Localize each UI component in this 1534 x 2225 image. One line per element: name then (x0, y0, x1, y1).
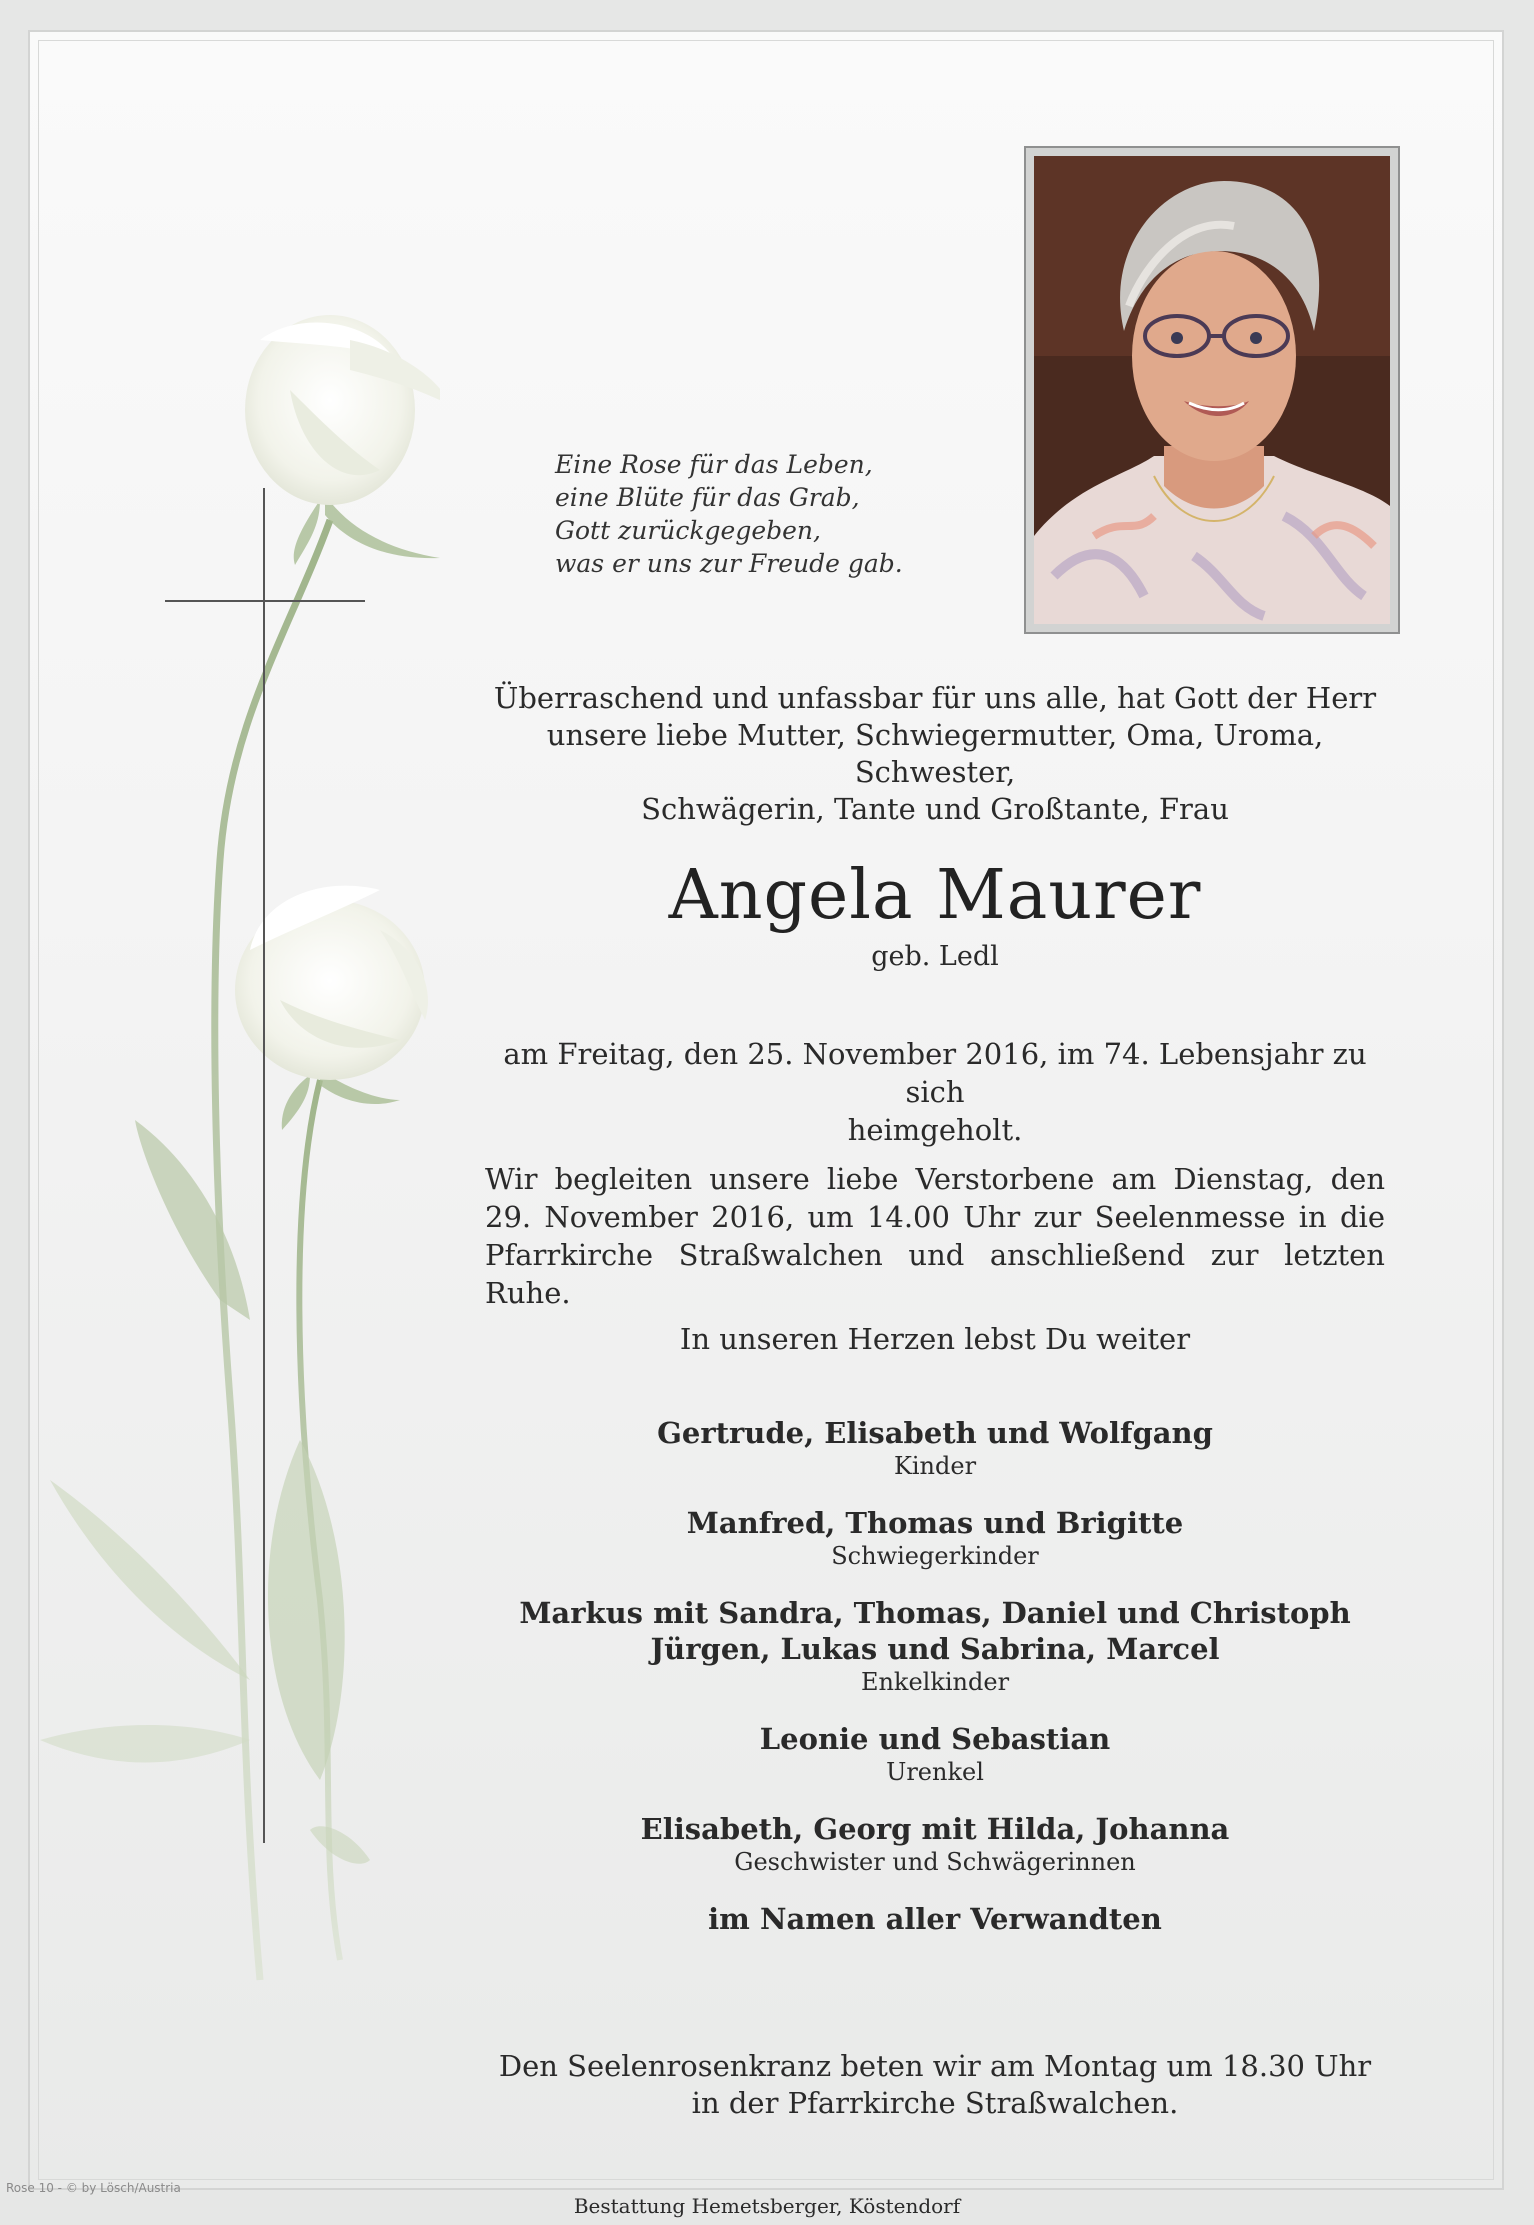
intro-line: unsere liebe Mutter, Schwiegermutter, Oma, Uroma, Schwester, (546, 718, 1324, 789)
mourner-names: Jürgen, Lukas und Sabrina, Marcel (650, 1632, 1220, 1666)
mourners-list (470, 1415, 1400, 1937)
mourner-relation: Enkelkinder (860, 1668, 1010, 1696)
poem-line: Eine Rose für das Leben, (555, 450, 873, 479)
funeral-line: Wir begleiten unsere liebe Verstorbene am Dienstag, den (485, 1162, 1385, 1196)
death-notice-line: heimgeholt. (847, 1113, 1023, 1147)
funeral-home: Bestattung Hemetsberger, Köstendorf (573, 2194, 961, 2218)
mourner-group (470, 1811, 1400, 1877)
cross-vertical (263, 488, 265, 1843)
maiden-name: geb. Ledl (871, 941, 999, 972)
mourner-names: Manfred, Thomas und Brigitte (686, 1506, 1184, 1540)
white-rose-illustration (20, 300, 440, 2000)
mourner-group (470, 1505, 1400, 1571)
death-notice (470, 1035, 1400, 1149)
poem-line: was er uns zur Freude gab. (555, 549, 903, 578)
farewell-text: In unseren Herzen lebst Du weiter (679, 1322, 1191, 1356)
mourner-relation: Schwiegerkinder (831, 1542, 1039, 1570)
intro-line: Überraschend und unfassbar für uns alle, hat Gott der Herr (493, 681, 1377, 715)
image-credit: Rose 10 - © by Lösch/Austria (6, 2181, 181, 2195)
cross-horizontal (165, 600, 365, 602)
death-notice-line: am Freitag, den 25. November 2016, im 74. Lebensjahr zu sich (503, 1037, 1367, 1109)
mourner-relation: Kinder (893, 1452, 977, 1480)
mourner-group (470, 1595, 1400, 1697)
funeral-line: Pfarrkirche Straßwalchen und anschließend zur letzten Ruhe. (485, 1238, 1385, 1310)
intro-text (470, 680, 1400, 828)
mourner-names: Markus mit Sandra, Thomas, Daniel und Christoph (519, 1596, 1351, 1630)
mourner-names: Elisabeth, Georg mit Hilda, Johanna (640, 1812, 1230, 1846)
poem-line: Gott zurückgegeben, (555, 516, 821, 545)
rosary-notice (470, 2048, 1400, 2122)
mourner-names: Gertrude, Elisabeth und Wolfgang (657, 1416, 1213, 1450)
mourner-names: Leonie und Sebastian (759, 1722, 1111, 1756)
portrait-photo (1034, 156, 1390, 624)
intro-line: Schwägerin, Tante und Großtante, Frau (641, 792, 1229, 826)
deceased-name: Angela Maurer (668, 856, 1202, 935)
mourner-relation: Geschwister und Schwägerinnen (734, 1848, 1136, 1876)
funeral-line: 29. November 2016, um 14.00 Uhr zur Seelenmesse in die (485, 1200, 1385, 1234)
funeral-notice (485, 1160, 1385, 1312)
mourner-group (470, 1415, 1400, 1481)
mourner-group (470, 1721, 1400, 1787)
mourner-relation: Urenkel (886, 1758, 984, 1786)
rosary-line: in der Pfarrkirche Straßwalchen. (691, 2086, 1179, 2120)
rosary-line: Den Seelenrosenkranz beten wir am Montag um 18.30 Uhr (498, 2049, 1372, 2083)
poem (555, 448, 935, 580)
closing-line: im Namen aller Verwandten (708, 1902, 1162, 1936)
portrait-frame (1024, 146, 1400, 634)
poem-line: eine Blüte für das Grab, (555, 483, 860, 512)
